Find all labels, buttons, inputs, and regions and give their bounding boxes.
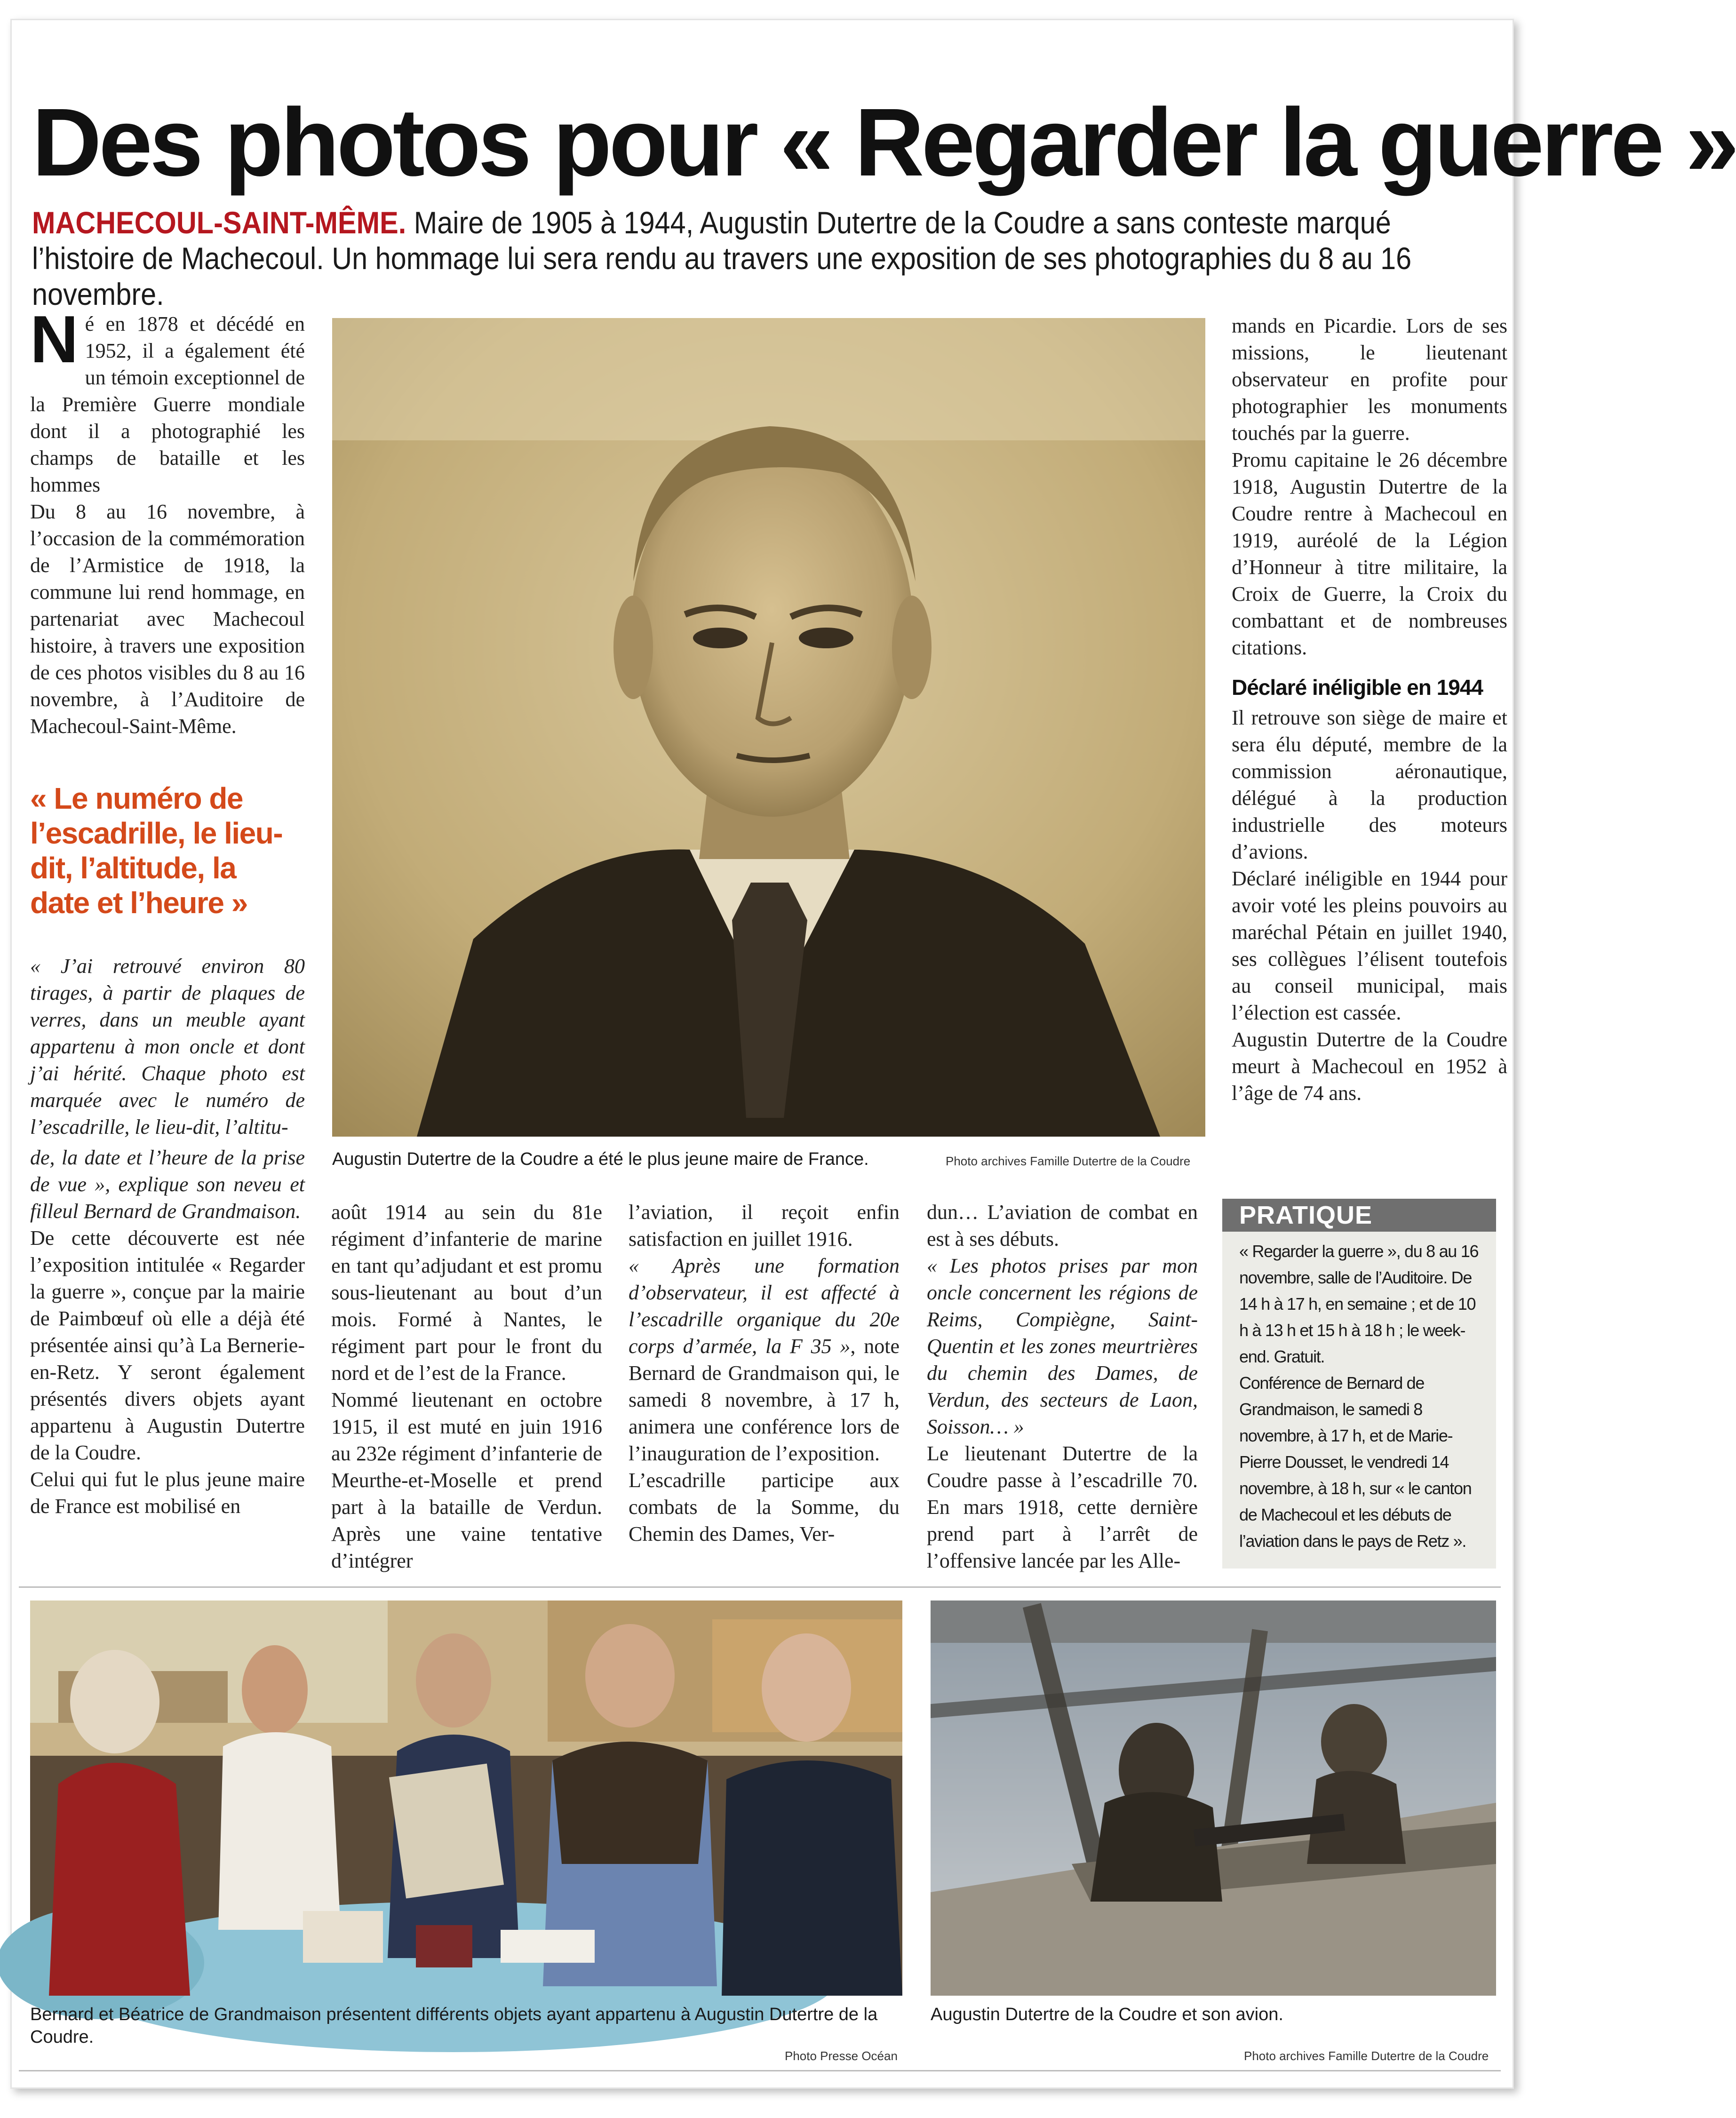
- right-p3: Il retrouve son siège de maire et sera élu député, membre de la commission aéronautique, délégué à la production industrielle des moteurs d’avions.: [1232, 706, 1507, 863]
- lower-column-4: [927, 1199, 1198, 1574]
- pratique-p1: « Regarder la guerre », du 8 au 16 novembre, salle de l’Auditoire. De 14 h à 17 h, en semaine ; et de 10 h à 13 h et 15 h à 18 h ; le week-end. Gratuit.: [1239, 1242, 1479, 1366]
- pull-quote: « Le numéro de l’escadrille, le lieu-dit, l’altitude, la date et l’heure »: [30, 781, 283, 920]
- right-p1: mands en Picardie. Lors de ses missions, le lieutenant observateur en profite pour photographier les monuments touchés par la guerre.: [1232, 314, 1507, 445]
- c3-p1: l’aviation, il reçoit enfin satisfaction en juillet 1916.: [629, 1201, 900, 1250]
- group-photo: [30, 1600, 902, 1996]
- right-subhead: Déclaré inéligible en 1944: [1232, 675, 1483, 700]
- c4-p1: dun… L’aviation de combat en est à ses débuts.: [927, 1201, 1198, 1250]
- left-p3: « J’ai retrouvé environ 80 tirages, à partir de plaques de verres, dans un meuble ayant appartenu à mon oncle et dont j’ai hérité. Chaque photo est marquée avec le numéro de l’escadrille, le lieu-dit, l’altitu-: [30, 955, 305, 1139]
- group-credit: Photo Presse Océan: [785, 2049, 898, 2063]
- dropcap: N: [30, 302, 79, 377]
- c4-p2: « Les photos prises par mon oncle concernent les régions de Reims, Compiègne, Saint-Quentin et les zones meurtrières du chemin des Dames, de Verdun, des secteurs de Laon, Soisson… »: [927, 1254, 1198, 1438]
- c2-p1: août 1914 au sein du 81e régiment d’infanterie de marine en tant qu’adjudant et est promu sous-lieutenant au bout d’un mois. Formé à Nantes, le régiment part pour le front du nord et de l’est de la France.: [331, 1201, 602, 1385]
- left-column-quote: [30, 953, 305, 1140]
- headline: Des photos pour « Regarder la guerre »: [32, 88, 1736, 196]
- right-p5: Augustin Dutertre de la Coudre meurt à Machecoul en 1952 à l’âge de 74 ans.: [1232, 1028, 1507, 1105]
- lower-column-3: [629, 1199, 900, 1547]
- left-p1: Né en 1878 et décédé en 1952, il a également été un témoin exceptionnel de la Première Guerre mondiale dont il a photographié les champs de bataille et les hommes: [30, 302, 305, 496]
- standfirst-text: Maire de 1905 à 1944, Augustin Dutertre de la Coudre a sans conteste marqué l’histoire de Machecoul. Un hommage lui sera rendu au travers une exposition de ses photographies du 8 au 16 novembre.: [32, 205, 1412, 311]
- left-column: [30, 302, 305, 740]
- portrait-credit: Photo archives Famille Dutertre de la Coudre: [946, 1154, 1191, 1168]
- c3-p3: L’escadrille participe aux combats de la Somme, du Chemin des Dames, Ver-: [629, 1469, 900, 1545]
- c1-p1: de, la date et l’heure de la prise de vue », explique son neveu et filleul Bernard de Grandmaison.: [30, 1146, 305, 1223]
- c1-p2: De cette découverte est née l’exposition intitulée « Regarder la guerre », conçue par la mairie de Paimbœuf où elle a déjà été présentée ainsi qu’à La Bernerie-en-Retz. Y seront également présentés divers objets ayant appartenu à Augustin Dutertre de la Coudre.: [30, 1226, 305, 1464]
- standfirst: [32, 205, 1493, 312]
- right-p4: Déclaré inéligible en 1944 pour avoir voté les pleins pouvoirs au maréchal Pétain en juillet 1940, ses collègues l’élisent toutefois au conseil municipal, mais l’élection est cassée.: [1232, 867, 1507, 1024]
- pratique-p2: Conférence de Bernard de Grandmaison, le samedi 8 novembre, à 17 h, et de Marie-Pierre Dousset, le vendredi 14 novembre, à 18 h, sur « le canton de Machecoul et les débuts de l’aviation dans le pays de Retz ».: [1239, 1373, 1472, 1551]
- c3-p2: « Après une formation d’observateur, il est affecté à l’escadrille organique du 20e corps d’armée, la F 35 », note Bernard de Grandmaison qui, le samedi 8 novembre, à 17 h, animera une conférence lors de l’inauguration de l’exposition.: [629, 1254, 900, 1465]
- plane-credit: Photo archives Famille Dutertre de la Coudre: [1244, 2049, 1489, 2063]
- section-divider: [19, 1586, 1501, 1588]
- dateline: MACHECOUL-SAINT-MÊME.: [32, 205, 406, 240]
- pratique-box: [1222, 1199, 1496, 1569]
- c1-p3: Celui qui fut le plus jeune maire de France est mobilisé en: [30, 1468, 305, 1518]
- bottom-divider: [19, 2070, 1501, 2071]
- lower-column-1: [30, 1144, 305, 1520]
- group-caption: Bernard et Béatrice de Grandmaison présentent différents objets ayant appartenu à Augustin Dutertre de la Coudre.: [30, 2005, 878, 2047]
- plane-caption: Augustin Dutertre de la Coudre et son avion.: [931, 2005, 1283, 2024]
- left-p2: Du 8 au 16 novembre, à l’occasion de la commémoration de l’Armistice de 1918, la commune lui rend hommage, en partenariat avec Machecoul histoire, à travers une exposition de ces photos visibles du 8 au 16 novembre, à l’Auditoire de Machecoul-Saint-Même.: [30, 500, 305, 738]
- plane-photo: [931, 1600, 1496, 1996]
- lower-column-2: [331, 1199, 602, 1574]
- portrait-photo: [332, 318, 1205, 1137]
- portrait-caption: Augustin Dutertre de la Coudre a été le plus jeune maire de France.: [332, 1149, 869, 1169]
- pratique-body: [1222, 1232, 1496, 1554]
- c4-p3: Le lieutenant Dutertre de la Coudre passe à l’escadrille 70. En mars 1918, cette dernière prend part à l’arrêt de l’offensive lancée par les Alle-: [927, 1442, 1198, 1572]
- right-column: [1232, 312, 1507, 1107]
- pratique-tab: PRATIQUE: [1222, 1199, 1496, 1232]
- right-p2: Promu capitaine le 26 décembre 1918, Augustin Dutertre de la Coudre rentre à Machecoul en 1919, auréolé de la Légion d’Honneur à titre militaire, la Croix de Guerre, la Croix du combattant et de nombreuses citations.: [1232, 448, 1507, 659]
- c2-p2: Nommé lieutenant en octobre 1915, il est muté en juin 1916 au 232e régiment d’infanterie de Meurthe-et-Moselle et prend part à la bataille de Verdun. Après une vaine tentative d’intégrer: [331, 1388, 602, 1572]
